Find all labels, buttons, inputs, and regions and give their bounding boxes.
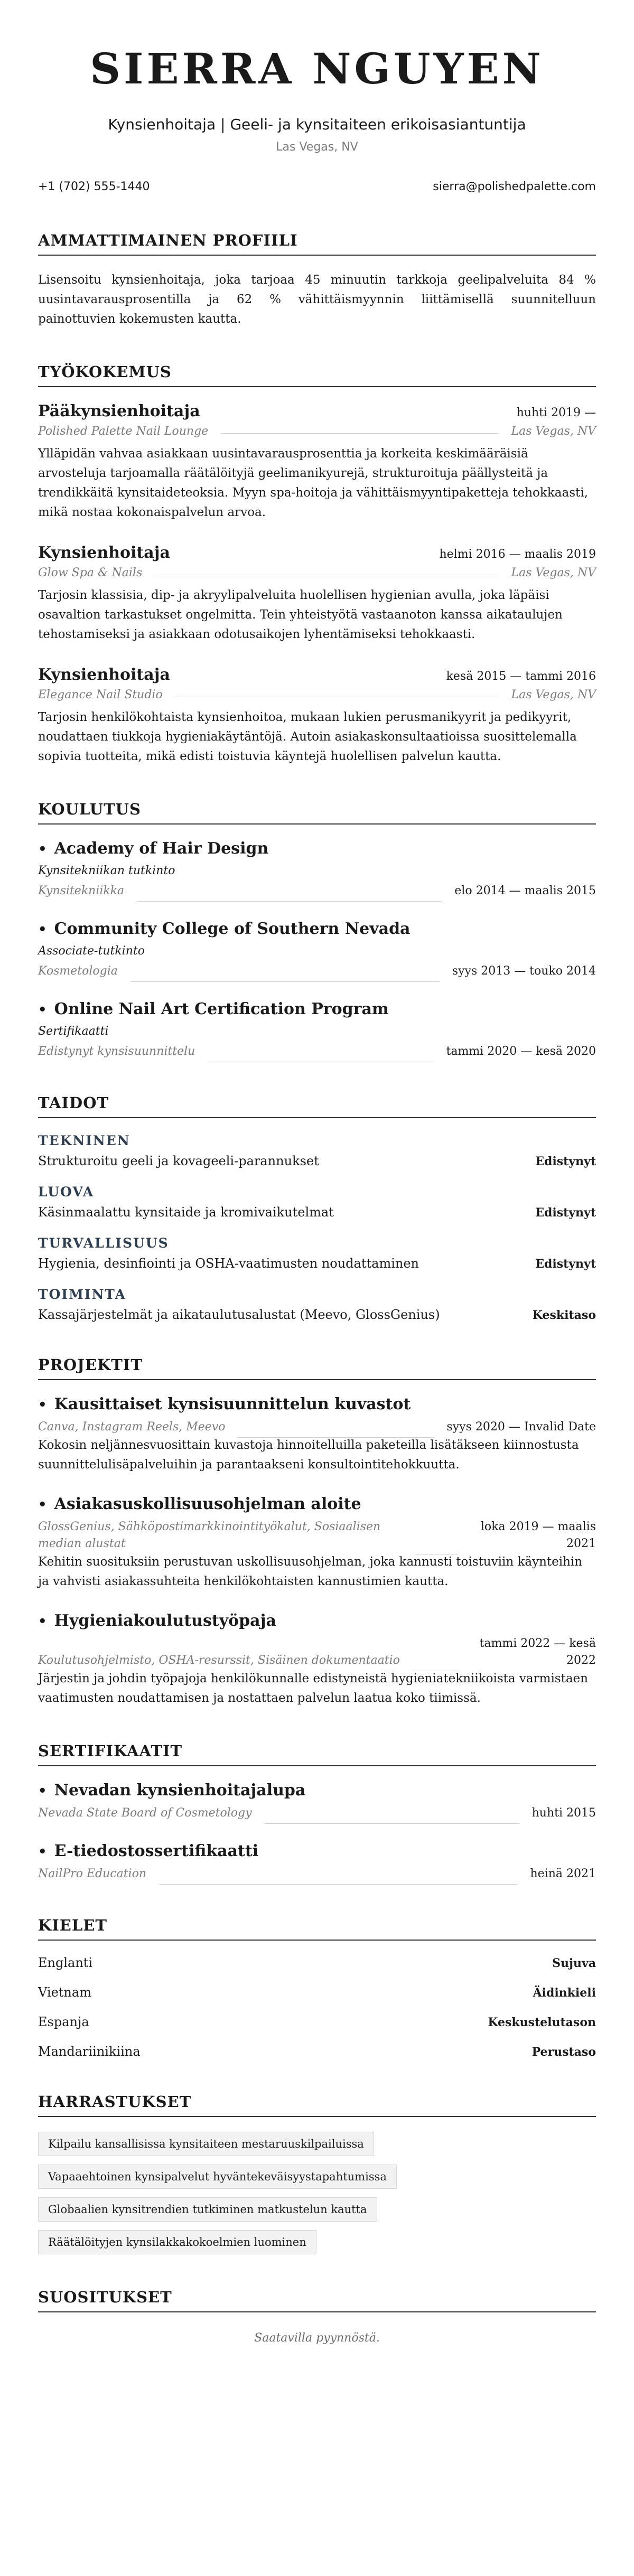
bullet-icon: • [38, 1397, 47, 1413]
references-section [38, 2288, 596, 2345]
skill-name: Kassajärjestelmät ja aikataulutusalustat (Meevo, GlossGenius) [38, 1307, 440, 1322]
bullet-icon: • [38, 1497, 47, 1513]
project-date: loka 2019 — maalis 2021 [480, 1520, 596, 1550]
education-date: tammi 2020 — kesä 2020 [446, 1045, 596, 1058]
bullet-icon: • [38, 1614, 47, 1629]
bullet-icon: • [38, 1844, 47, 1860]
profile-section [38, 231, 596, 329]
project-name: Hygieniakoulutustyöpaja [54, 1612, 276, 1630]
degree: Associate-tutkinto [38, 944, 145, 958]
skill-category: TOIMINTA [38, 1287, 126, 1302]
certification-name: Nevadan kynsienhoitajalupa [54, 1781, 306, 1800]
field-of-study: Edistynyt kynsisuunnittelu [38, 1045, 195, 1058]
section-title: AMMATTIMAINEN PROFIILI [38, 231, 596, 256]
project-date: tammi 2022 — kesä 2022 [479, 1637, 596, 1667]
skill-group [38, 1235, 596, 1271]
phone: +1 (702) 555-1440 [38, 180, 150, 193]
skills-section [38, 1094, 596, 1322]
interest-tag: Vapaaehtoinen kynsipalvelut hyväntekeväisyystapahtumissa [38, 2165, 397, 2189]
project-tools: Canva, Instagram Reels, Meevo [38, 1420, 226, 1434]
candidate-name: SIERRA NGUYEN [90, 44, 544, 93]
interest-tag: Räätälöityjen kynsilakkakokoelmien luominen [38, 2230, 316, 2254]
email: sierra@polishedpalette.com [433, 180, 596, 193]
language-level: Keskustelutason [488, 2016, 596, 2029]
job-location: Las Vegas, NV [511, 566, 596, 579]
certification-entry [38, 1842, 596, 1882]
dotted-leader [137, 901, 442, 902]
job-company: Elegance Nail Studio [38, 688, 163, 701]
education-entry [38, 920, 596, 980]
job-entry [38, 544, 596, 644]
section-title: HARRASTUKSET [38, 2093, 596, 2117]
skill-level: Edistynyt [535, 1155, 596, 1168]
education-date: syys 2013 — touko 2014 [452, 964, 596, 978]
skill-group [38, 1133, 596, 1168]
school-name: Community College of Southern Nevada [54, 920, 411, 938]
contact-row [38, 180, 596, 193]
skill-level: Edistynyt [535, 1257, 596, 1271]
language-row [38, 2044, 596, 2059]
profile-text: Lisensoitu kynsienhoitaja, joka tarjoaa 45 minuutin tarkkoja geelipalveluita 84 % uusintavarausprosentilla ja 62 % vähittäismyynnin liittämisellä suunnitelluun painottuvien kokemusten kautta. [38, 273, 596, 326]
dotted-leader [238, 1437, 434, 1438]
language-name: Espanja [38, 2015, 89, 2029]
language-level: Äidinkieli [533, 1986, 596, 2000]
job-title: Kynsienhoitaja [38, 544, 170, 562]
job-date: helmi 2016 — maalis 2019 [439, 548, 596, 561]
project-date: syys 2020 — Invalid Date [446, 1420, 596, 1434]
skill-name: Strukturoitu geeli ja kovageeli-parannukset [38, 1154, 319, 1168]
job-date: kesä 2015 — tammi 2016 [446, 670, 596, 683]
project-description: Kokosin neljännesvuosittain kuvastoja hinnoitelluilla paketeilla lisätäkseen kiinnostusta suunnittelulisäpalveluihin ja parantaakseni konsultointitehokkuutta. [38, 1438, 579, 1472]
degree: Kynsitekniikan tutkinto [38, 864, 175, 877]
interest-tag: Globaalien kynsitrendien tutkiminen matkustelun kautta [38, 2197, 377, 2222]
interest-tag: Kilpailu kansallisissa kynsitaiteen mestaruuskilpailuissa [38, 2132, 374, 2156]
project-entry [38, 1612, 596, 1708]
language-name: Vietnam [38, 1985, 91, 2000]
skill-name: Hygienia, desinfiointi ja OSHA-vaatimusten noudattaminen [38, 1256, 419, 1271]
project-name: Kausittaiset kynsisuunnittelun kuvastot [54, 1395, 411, 1413]
job-date: huhti 2019 — [516, 406, 596, 419]
dotted-leader [130, 981, 440, 982]
job-title: Kynsienhoitaja [38, 666, 170, 684]
job-title: Pääkynsienhoitaja [38, 402, 200, 420]
project-tools: GlossGenius, Sähköpostimarkkinointityökalut, Sosiaalisen median alustat [38, 1520, 381, 1550]
language-row [38, 1955, 596, 1970]
job-company: Glow Spa & Nails [38, 566, 143, 579]
job-entry [38, 666, 596, 766]
interests-section [38, 2093, 596, 2263]
dotted-leader [159, 1884, 517, 1885]
section-title: PROJEKTIT [38, 1356, 596, 1380]
skill-category: LUOVA [38, 1184, 95, 1200]
job-company: Polished Palette Nail Lounge [38, 425, 209, 438]
degree: Sertifikaatti [38, 1025, 109, 1038]
section-title: KIELET [38, 1916, 596, 1941]
languages-section [38, 1916, 596, 2059]
project-description: Järjestin ja johdin työpajoja henkilökunnalle edistyneistä hygieniatekniikoista varmistaen vaatimusten noudattamisen ja nostattaen palvelun laatua koko tiimissä. [38, 1672, 588, 1705]
language-name: Englanti [38, 1955, 93, 1970]
project-tools: Koulutusohjelmisto, OSHA-resurssit, Sisäinen dokumentaatio [38, 1654, 400, 1667]
skill-level: Edistynyt [535, 1206, 596, 1220]
job-description: Ylläpidän vahvaa asiakkaan uusintavarausprosenttia ja korkeita keskimääräisiä arvosteluja tarjoamalla räätälöityjä geelimanikyurejä, strukturoituja päällysteitä ja trendikkäitä kynsitaideteoksia. Myyn spa-hoitoja ja vähittäismyyntipaketteja tehokkaasti, mikä nostaa kokonaispalvelun arvoa. [38, 447, 588, 519]
field-of-study: Kynsitekniikka [38, 884, 125, 897]
education-entry [38, 839, 596, 900]
language-name: Mandariinikiina [38, 2044, 141, 2059]
headline: Kynsienhoitaja | Geeli- ja kynsitaiteen erikoisasiantuntija [108, 116, 526, 133]
bullet-icon: • [38, 922, 47, 938]
school-name: Online Nail Art Certification Program [54, 1000, 389, 1018]
dotted-leader [221, 433, 498, 434]
bullet-icon: • [38, 1783, 47, 1799]
project-name: Asiakasuskollisuusohjelman aloite [54, 1495, 361, 1513]
job-description: Tarjosin klassisia, dip- ja akryylipalveluita huolellisen hygienian avulla, joka läpäisi osavaltion tarkastukset ongelmitta. Tein yhteistyötä vastaanoton kanssa aikataulujen tehostamiseksi ja asiakkaan odotusaikojen lyhentämiseksi tehokkaasti. [38, 588, 563, 641]
dotted-leader [265, 1823, 519, 1824]
field-of-study: Kosmetologia [38, 964, 118, 978]
experience-section [38, 363, 596, 766]
certification-issuer: Nevada State Board of Cosmetology [38, 1806, 252, 1820]
skill-category: TURVALLISUUS [38, 1235, 169, 1251]
job-location: Las Vegas, NV [511, 688, 596, 701]
certification-date: huhti 2015 [532, 1806, 596, 1820]
language-row [38, 1985, 596, 2000]
certifications-section [38, 1742, 596, 1882]
certification-entry [38, 1781, 596, 1822]
language-level: Perustaso [532, 2045, 596, 2059]
references-text: Saatavilla pyynnöstä. [254, 2331, 380, 2345]
section-title: KOULUTUS [38, 800, 596, 825]
project-description: Kehitin suosituksiin perustuvan uskollisuusohjelman, joka kannusti toistuviin käynteihin ja vahvisti asiakassuhteita henkilökohtaisten kannustimien kautta. [38, 1555, 583, 1588]
job-entry [38, 402, 596, 522]
resume-header [38, 0, 596, 193]
education-entry [38, 1000, 596, 1060]
education-section [38, 800, 596, 1060]
language-row [38, 2015, 596, 2029]
education-date: elo 2014 — maalis 2015 [454, 884, 596, 897]
certification-name: E-tiedostossertifikaatti [54, 1842, 259, 1860]
skill-group [38, 1287, 596, 1322]
header-location: Las Vegas, NV [276, 140, 358, 154]
bullet-icon: • [38, 841, 47, 857]
skill-category: TEKNINEN [38, 1133, 130, 1148]
project-entry [38, 1395, 596, 1475]
job-location: Las Vegas, NV [511, 425, 596, 438]
skill-group [38, 1184, 596, 1220]
section-title: SUOSITUKSET [38, 2288, 596, 2312]
language-level: Sujuva [552, 1956, 596, 1970]
project-entry [38, 1495, 596, 1591]
certification-date: heinä 2021 [530, 1867, 596, 1880]
section-title: TAIDOT [38, 1094, 596, 1118]
certification-issuer: NailPro Education [38, 1867, 147, 1880]
section-title: TYÖKOKEMUS [38, 363, 596, 387]
skill-level: Keskitaso [532, 1308, 596, 1322]
school-name: Academy of Hair Design [54, 839, 269, 858]
section-title: SERTIFIKAATIT [38, 1742, 596, 1766]
skill-name: Käsinmaalattu kynsitaide ja kromivaikutelmat [38, 1205, 334, 1220]
job-description: Tarjosin henkilökohtaista kynsienhoitoa, mukaan lukien perusmanikyyrit ja pedikyyrit, noudattaen tiukkoja hygieniakäytäntöjä. Autoin asiakaskonsultaatioissa suosittelemalla sopivia tuotteita, mikä edisti toistuvia käyntejä huolellisen palvelun kautta. [38, 710, 577, 763]
projects-section [38, 1356, 596, 1708]
bullet-icon: • [38, 1002, 47, 1018]
